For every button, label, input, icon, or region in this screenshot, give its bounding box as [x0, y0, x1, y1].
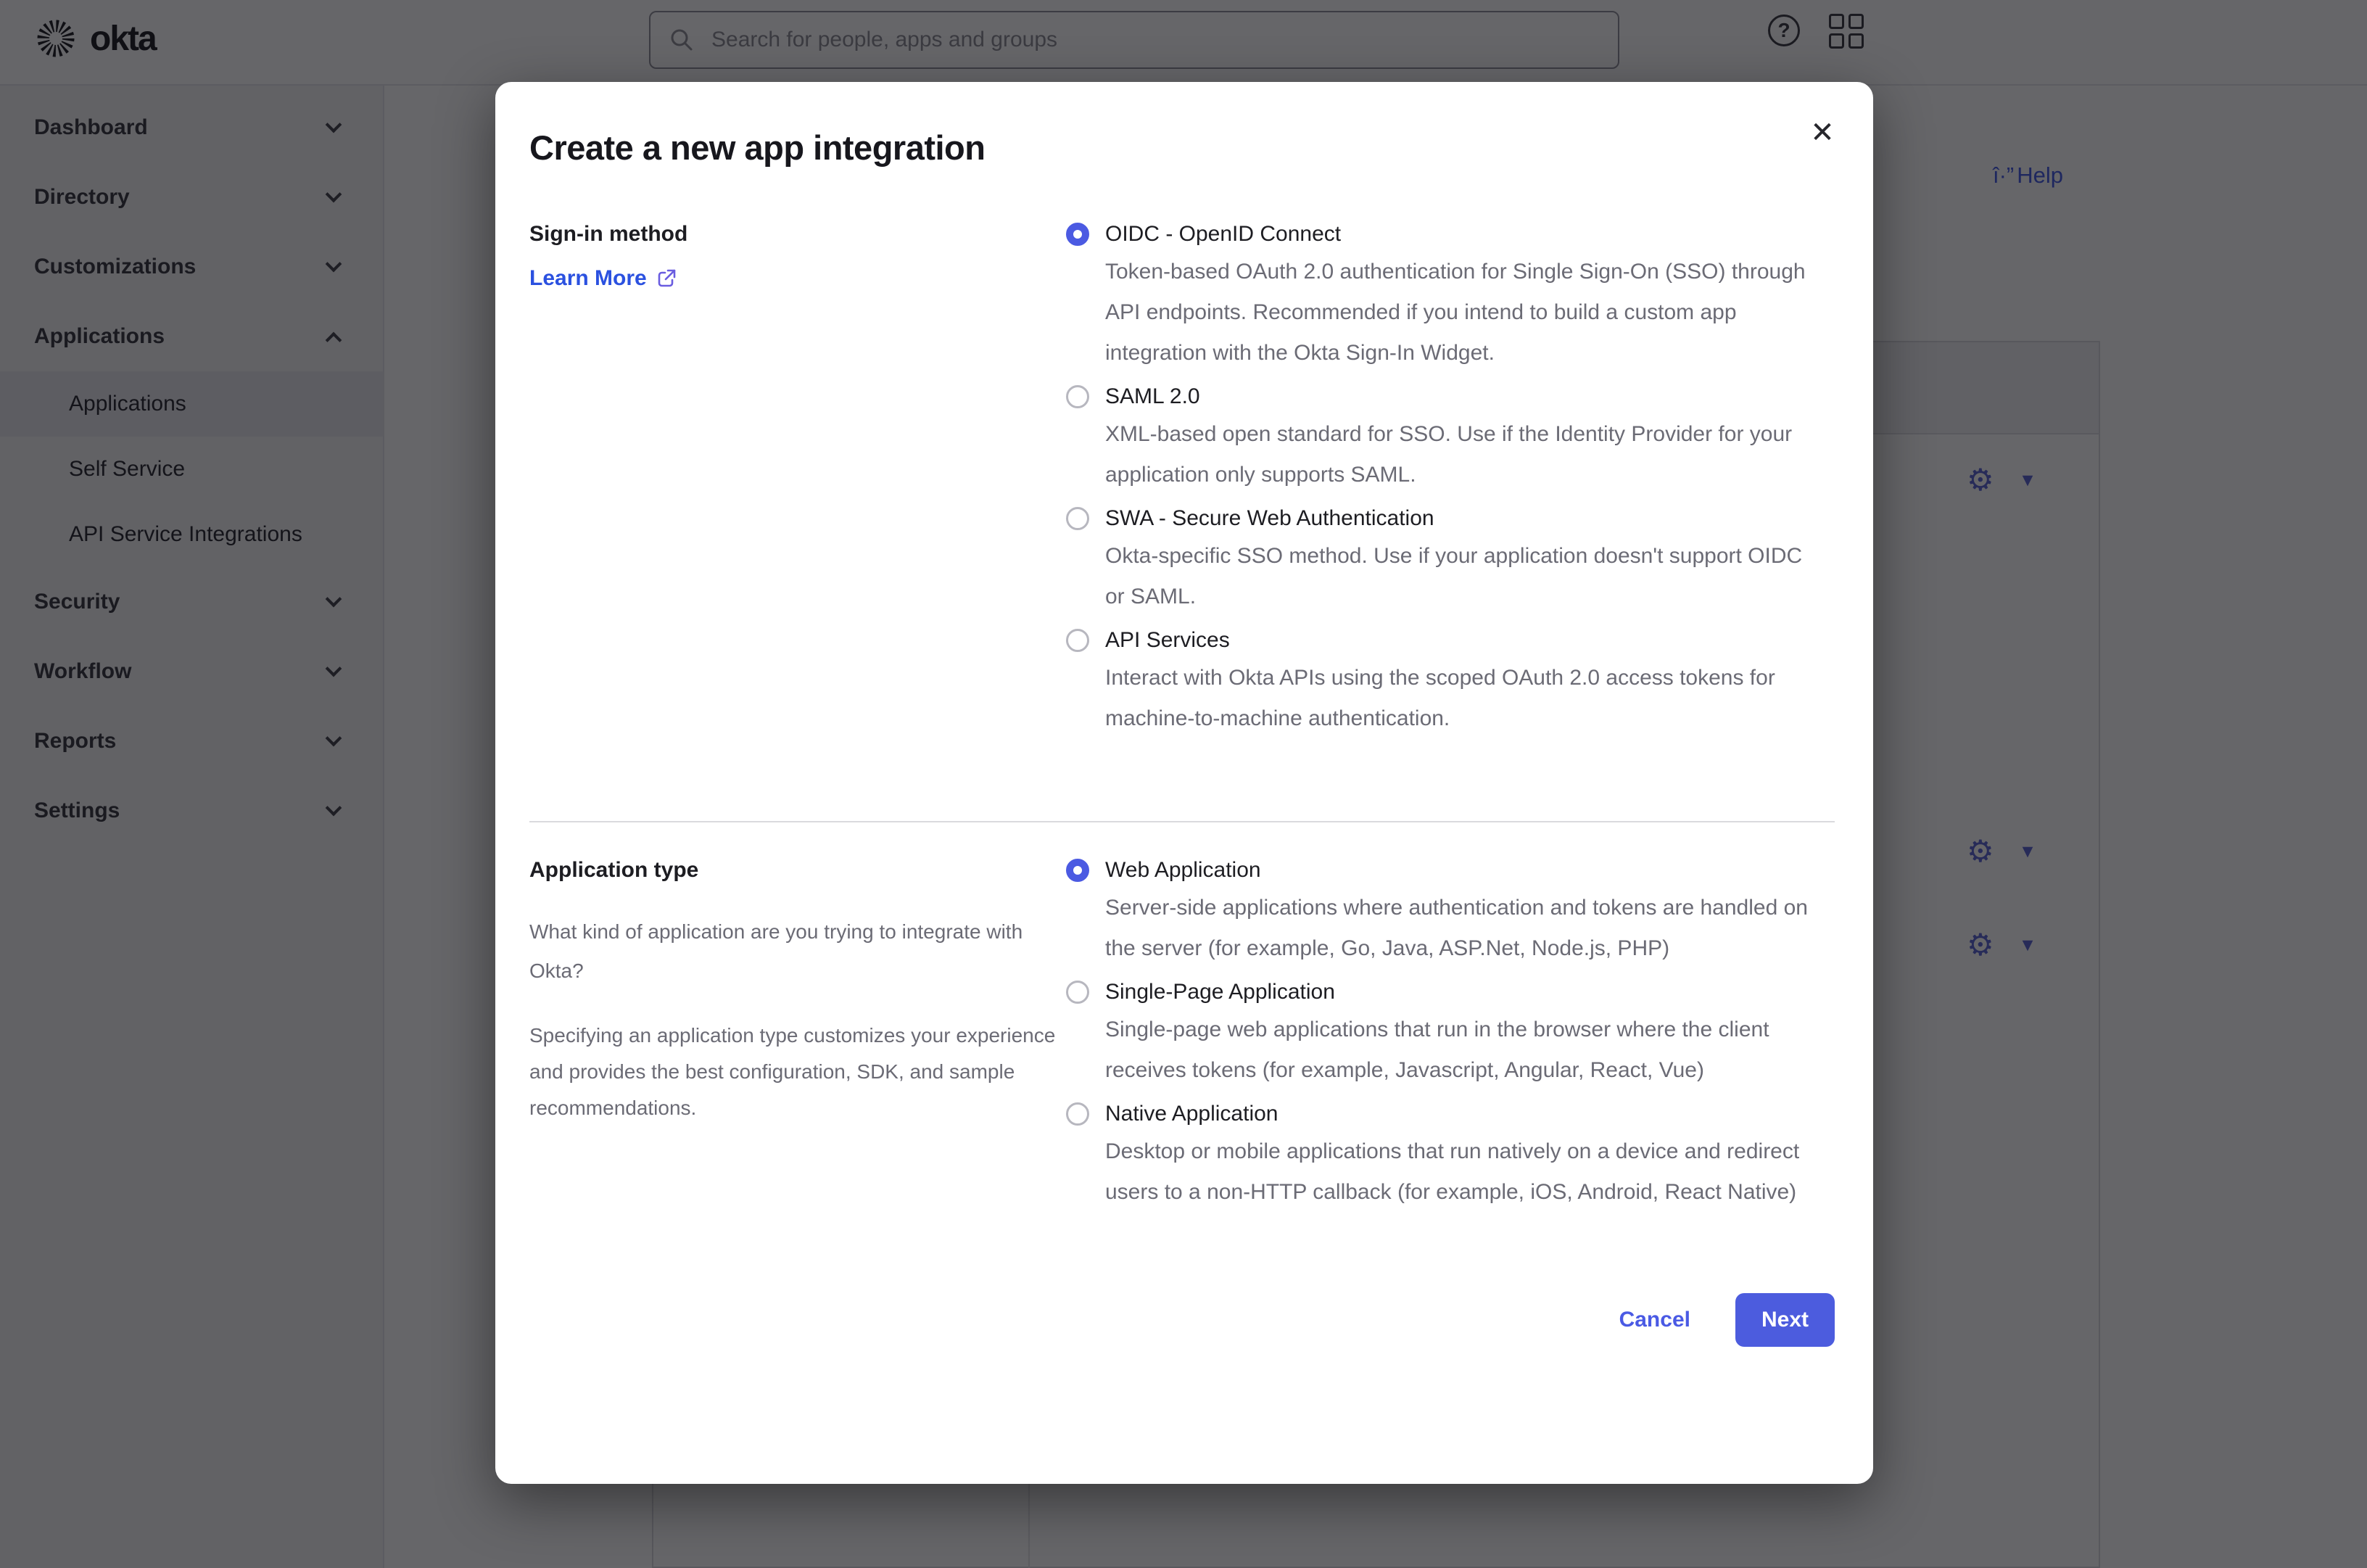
option-web-application[interactable]: Web Application Server-side applications where authentication and tokens are handled on the server (for example, Go, Java, ASP.Net, Node.js, PHP) — [1066, 857, 1835, 969]
radio-unselected-icon[interactable] — [1066, 629, 1089, 652]
radio-unselected-icon[interactable] — [1066, 385, 1089, 408]
option-single-page-application[interactable]: Single-Page Application Single-page web applications that run in the browser where the client receives tokens (for example, Javascript, Angular, React, Vue) — [1066, 979, 1835, 1091]
radio-unselected-icon[interactable] — [1066, 507, 1089, 530]
modal-actions — [529, 1293, 1835, 1347]
application-type-description: Specifying an application type customizes your experience and provides the best configuration, SDK, and sample recommendations. — [529, 1024, 1056, 1119]
modal-title: Create a new app integration — [529, 128, 986, 167]
next-button[interactable]: Next — [1735, 1293, 1835, 1347]
option-native-application[interactable]: Native Application Desktop or mobile applications that run natively on a device and redirect users to a non-HTTP callback (for example, iOS, Android, React Native) — [1066, 1101, 1835, 1213]
option-api-services[interactable]: API Services Interact with Okta APIs using the scoped OAuth 2.0 access tokens for machine-to-machine authentication. — [1066, 627, 1835, 739]
learn-more-link[interactable]: Learn More — [529, 266, 677, 291]
signin-method-label: Sign-in method — [529, 222, 688, 246]
external-link-icon — [656, 268, 677, 289]
section-divider — [529, 821, 1835, 822]
radio-selected-icon[interactable] — [1066, 859, 1089, 882]
application-type-question: What kind of application are you trying to integrate with Okta? — [529, 920, 1023, 982]
radio-unselected-icon[interactable] — [1066, 1102, 1089, 1126]
cancel-button[interactable]: Cancel — [1615, 1307, 1695, 1333]
option-saml[interactable]: SAML 2.0 XML-based open standard for SSO. Use if the Identity Provider for your application only supports SAML. — [1066, 384, 1835, 495]
application-type-label: Application type — [529, 858, 699, 882]
option-swa[interactable]: SWA - Secure Web Authentication Okta-specific SSO method. Use if your application doesn't support OIDC or SAML. — [1066, 506, 1835, 617]
option-oidc[interactable]: OIDC - OpenID Connect Token-based OAuth 2.0 authentication for Single Sign-On (SSO) through API endpoints. Recommended if you intend to build a custom app integration with the Okta Sign-In Widget. — [1066, 221, 1835, 374]
signin-method-section — [529, 221, 1835, 749]
application-type-section — [529, 857, 1835, 1223]
create-app-integration-modal — [495, 82, 1873, 1484]
radio-unselected-icon[interactable] — [1066, 981, 1089, 1004]
radio-selected-icon[interactable] — [1066, 223, 1089, 246]
close-icon[interactable]: ✕ — [1810, 117, 1835, 149]
